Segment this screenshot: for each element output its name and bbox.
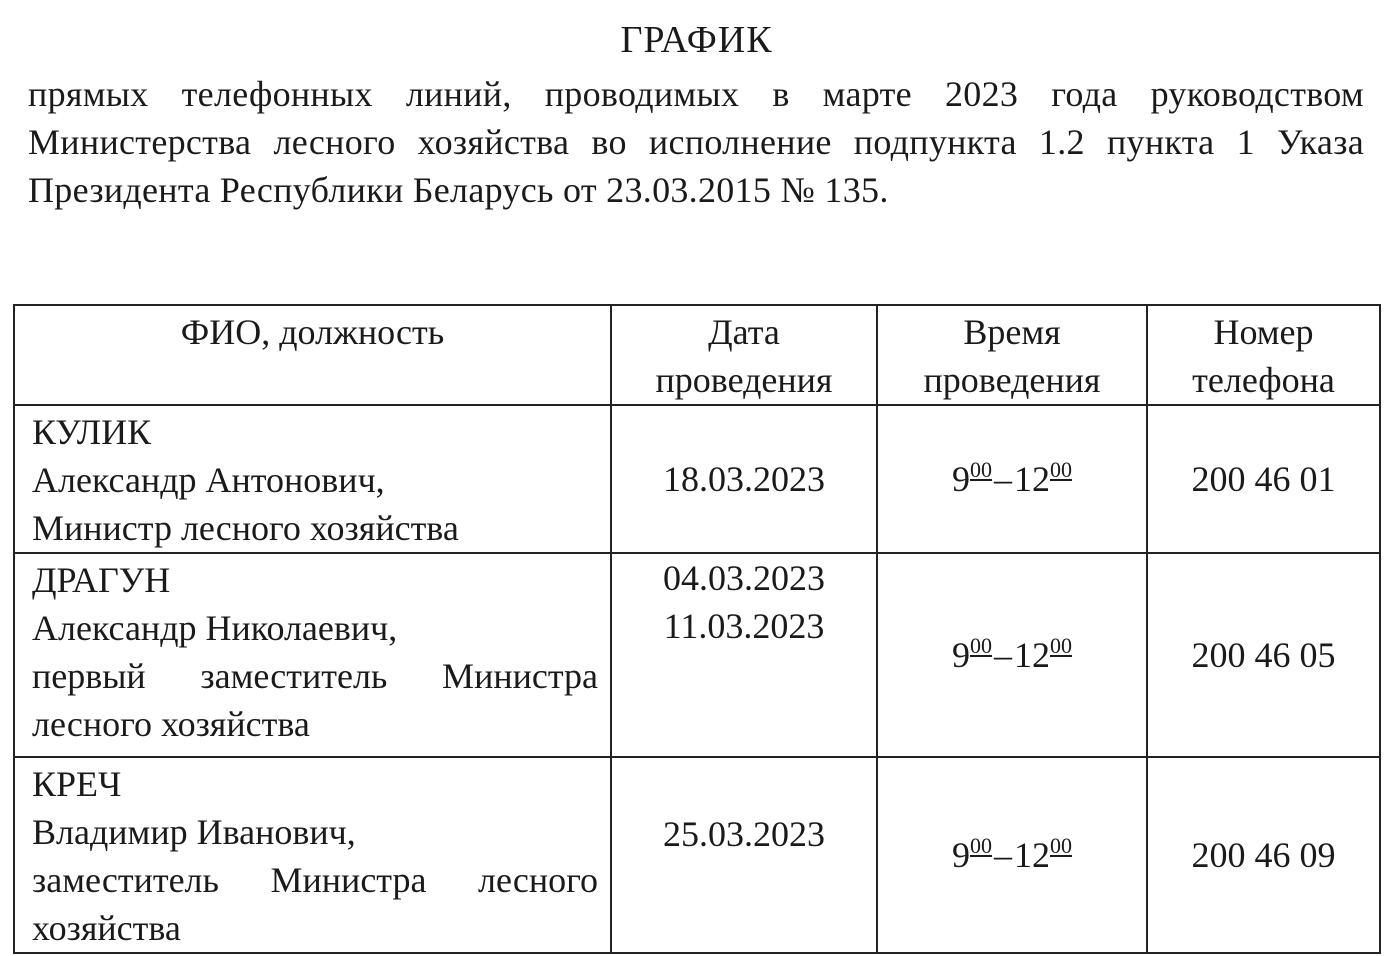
date-value: 18.03.2023	[663, 459, 825, 499]
time-start-hour: 9	[952, 635, 970, 675]
time-start-hour: 9	[952, 835, 970, 875]
table-header-row	[14, 305, 1380, 405]
official-name-cell	[14, 757, 611, 953]
table-row	[14, 757, 1380, 953]
time-start-min: 00	[970, 633, 992, 658]
header-name: ФИО, должность	[14, 305, 611, 405]
official-given-names: Александр Николаевич,	[32, 608, 398, 648]
official-position: заместитель Министра лесного хозяйства	[32, 860, 598, 948]
date-value: 11.03.2023	[663, 606, 825, 646]
time-end-hour: 12	[1014, 835, 1050, 875]
official-surname: КРЕЧ	[32, 764, 122, 804]
document-title: ГРАФИК	[620, 19, 773, 61]
time-cell: $9^{00}-12^{00}$	[877, 553, 1147, 757]
time-end-hour: 12	[1014, 459, 1050, 499]
time-cell: $9^{00}-12^{00}$	[877, 405, 1147, 553]
date-value: 25.03.2023	[663, 814, 825, 854]
table-row	[14, 553, 1380, 757]
time-end-min: 00	[1050, 633, 1072, 658]
official-position: Министр лесного хозяйства	[32, 508, 459, 548]
header-date: Дата проведения	[611, 305, 877, 405]
phone-cell: 200 46 05	[1147, 553, 1380, 757]
time-start-hour: 9	[952, 459, 970, 499]
phone-cell: 200 46 09	[1147, 757, 1380, 953]
document-intro: прямых телефонных линий, проводимых в марте 2023 года руководством Министерства лесного хозяйства во исполнение подпункта 1.2 пункта 1 Указа Президента Республики Беларусь от 23.03.2015 № 135.	[28, 74, 1364, 210]
time-end-min: 00	[1050, 457, 1072, 482]
official-name-cell	[14, 405, 611, 553]
schedule-table	[13, 304, 1381, 954]
header-phone: Номер телефона	[1147, 305, 1380, 405]
official-name-cell	[14, 553, 611, 757]
time-cell: $9^{00}-12^{00}$	[877, 757, 1147, 953]
official-surname: ДРАГУН	[32, 560, 171, 600]
date-cell	[611, 553, 877, 757]
time-end-min: 00	[1050, 833, 1072, 858]
table-row	[14, 405, 1380, 553]
official-surname: КУЛИК	[32, 412, 152, 452]
time-start-min: 00	[970, 457, 992, 482]
header-time: Время проведения	[877, 305, 1147, 405]
date-value: 04.03.2023	[663, 558, 825, 598]
official-position: первый заместитель Министра лесного хозяйства	[32, 656, 598, 744]
phone-cell: 200 46 01	[1147, 405, 1380, 553]
time-end-hour: 12	[1014, 635, 1050, 675]
time-start-min: 00	[970, 833, 992, 858]
date-cell	[611, 757, 877, 953]
official-given-names: Александр Антонович,	[32, 460, 385, 500]
official-given-names: Владимир Иванович,	[32, 812, 356, 852]
date-cell	[611, 405, 877, 553]
